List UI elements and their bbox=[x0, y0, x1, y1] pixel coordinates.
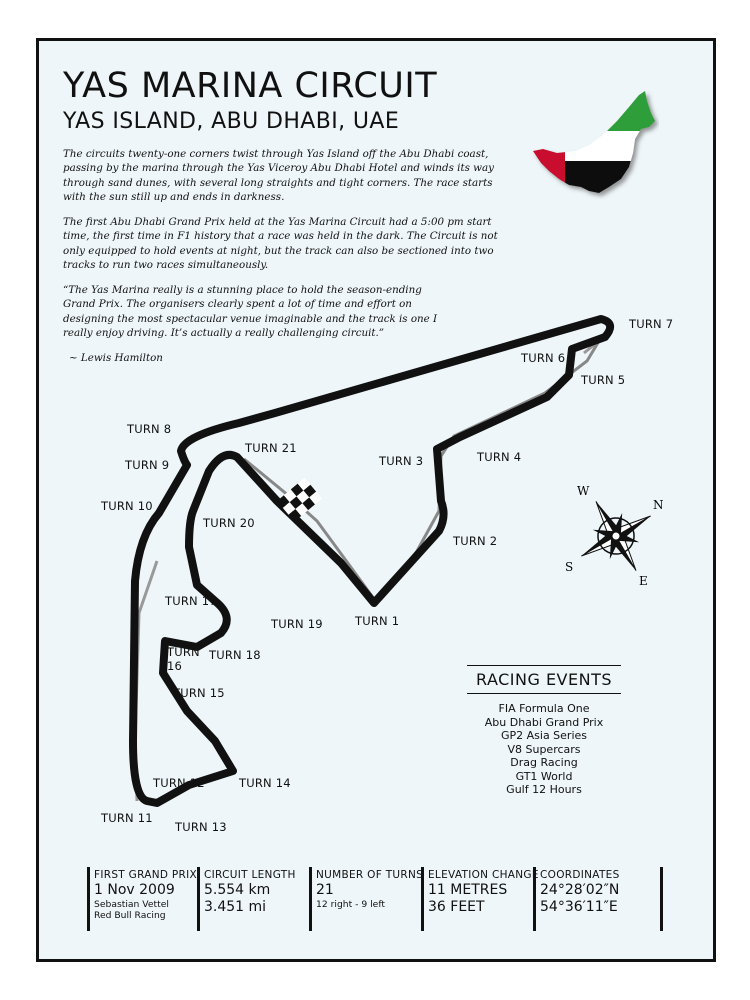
stat-label: COORDINATES bbox=[540, 869, 620, 881]
turn-13-label: TURN 13 bbox=[175, 820, 227, 834]
stat-label: ELEVATION CHANGE bbox=[428, 869, 539, 881]
turn-7-label: TURN 7 bbox=[629, 317, 674, 331]
stat-team: Red Bull Racing bbox=[94, 910, 166, 921]
turn-12-label: TURN 12 bbox=[153, 776, 205, 790]
stat-label: NUMBER OF TURNS bbox=[316, 869, 424, 881]
stats-end-divider bbox=[660, 867, 663, 931]
compass-south: S bbox=[565, 560, 574, 574]
pit-lane-line bbox=[244, 341, 599, 603]
compass-east: E bbox=[639, 574, 648, 588]
description-paragraph-2: The first Abu Dhabi Grand Prix held at the Yas Marina Circuit had a 5:00 pm start time, the first time in F1 history that a race was held in the dark. The Circuit is not only equipped to hold events at night, but the track can also be sectioned into two tracks to run two races simultaneously. bbox=[63, 216, 498, 272]
stat-label: FIRST GRAND PRIX bbox=[94, 869, 198, 881]
turn-21-label: TURN 21 bbox=[245, 441, 297, 455]
event-item: GT1 World bbox=[515, 769, 573, 783]
turn-18-label: TURN 18 bbox=[209, 648, 261, 662]
stat-coordinates bbox=[533, 867, 644, 931]
turn-16-label: TURN bbox=[167, 645, 200, 659]
stat-circuit-length bbox=[197, 867, 310, 931]
description-paragraph-1: The circuits twenty-one corners twist through Yas Island off the Abu Dhabi coast, passing by the marina through the Yas Viceroy Abu Dhabi Hotel and winds its way through sand dunes, with several long straights and tight corners. The race starts with the sun still up and ends in darkness. bbox=[63, 148, 494, 204]
events-bottom-rule bbox=[467, 693, 621, 694]
circuit-stats-bar bbox=[87, 867, 663, 933]
compass-west: W bbox=[577, 484, 590, 498]
event-item: GP2 Asia Series bbox=[500, 729, 588, 742]
stat-first-grand-prix bbox=[87, 867, 198, 931]
turn-5-label: TURN 5 bbox=[581, 373, 626, 387]
stat-longitude: 54°36′11″E bbox=[540, 899, 618, 915]
page-subtitle: YAS ISLAND, ABU DHABI, UAE bbox=[63, 109, 400, 134]
start-finish-flag-icon bbox=[277, 478, 322, 522]
event-item: Abu Dhabi Grand Prix bbox=[484, 715, 604, 729]
event-item: Drag Racing bbox=[510, 756, 578, 769]
stat-elevation-change bbox=[421, 867, 539, 931]
stat-detail: 12 right - 9 left bbox=[316, 899, 386, 910]
hamilton-quote: “The Yas Marina really is a stunning place to hold the season-ending Grand Prix. The organisers clearly spent a lot of time and effort on designing the most spectacular venue imaginable and the track is one I really enjoy driving. It’s actually a really challenging circuit.” bbox=[63, 284, 438, 340]
compass-north: N bbox=[653, 498, 664, 512]
event-item: Gulf 12 Hours bbox=[506, 783, 582, 796]
stat-latitude: 24°28′02″N bbox=[540, 882, 620, 898]
turn-14-label: TURN 14 bbox=[239, 776, 291, 790]
turn-9-label: TURN 9 bbox=[125, 458, 170, 472]
stat-value-metres: 11 METRES bbox=[428, 882, 508, 898]
stat-winner: Sebastian Vettel bbox=[94, 899, 169, 910]
racing-events-heading: RACING EVENTS bbox=[475, 670, 613, 689]
stat-value: 1 Nov 2009 bbox=[94, 882, 175, 898]
event-item: V8 Supercars bbox=[507, 742, 581, 756]
turn-1-label: TURN 1 bbox=[355, 614, 400, 628]
racing-events-list bbox=[467, 702, 621, 797]
turn-20-label: TURN 20 bbox=[203, 516, 255, 530]
turn-11-label: TURN 11 bbox=[101, 811, 153, 825]
page-title: YAS MARINA CIRCUIT bbox=[63, 66, 438, 106]
turn-2-label: TURN 2 bbox=[453, 534, 498, 548]
compass-rose-icon bbox=[561, 481, 671, 591]
stat-label: CIRCUIT LENGTH bbox=[204, 869, 296, 881]
turn-19-label: TURN 19 bbox=[271, 617, 323, 631]
stat-value-feet: 36 FEET bbox=[428, 899, 485, 915]
turn-6-label: TURN 6 bbox=[521, 351, 566, 365]
poster bbox=[36, 38, 716, 962]
stat-value-mi: 3.451 mi bbox=[204, 899, 267, 915]
turn-10-label: TURN 10 bbox=[101, 499, 153, 513]
turn-15-label: TURN 15 bbox=[173, 686, 225, 700]
racing-events-panel bbox=[467, 665, 621, 797]
stat-number-of-turns bbox=[309, 867, 422, 931]
stat-value: 21 bbox=[316, 882, 334, 898]
event-item: FIA Formula One bbox=[498, 702, 590, 715]
turn-8-label: TURN 8 bbox=[127, 422, 172, 436]
quote-author: ~ Lewis Hamilton bbox=[69, 352, 163, 364]
stat-value-km: 5.554 km bbox=[204, 882, 271, 898]
turn-16-number: 16 bbox=[167, 659, 183, 673]
turn-17-label: TURN 17 bbox=[165, 594, 217, 608]
turn-3-label: TURN 3 bbox=[379, 454, 424, 468]
turn-4-label: TURN 4 bbox=[477, 450, 522, 464]
